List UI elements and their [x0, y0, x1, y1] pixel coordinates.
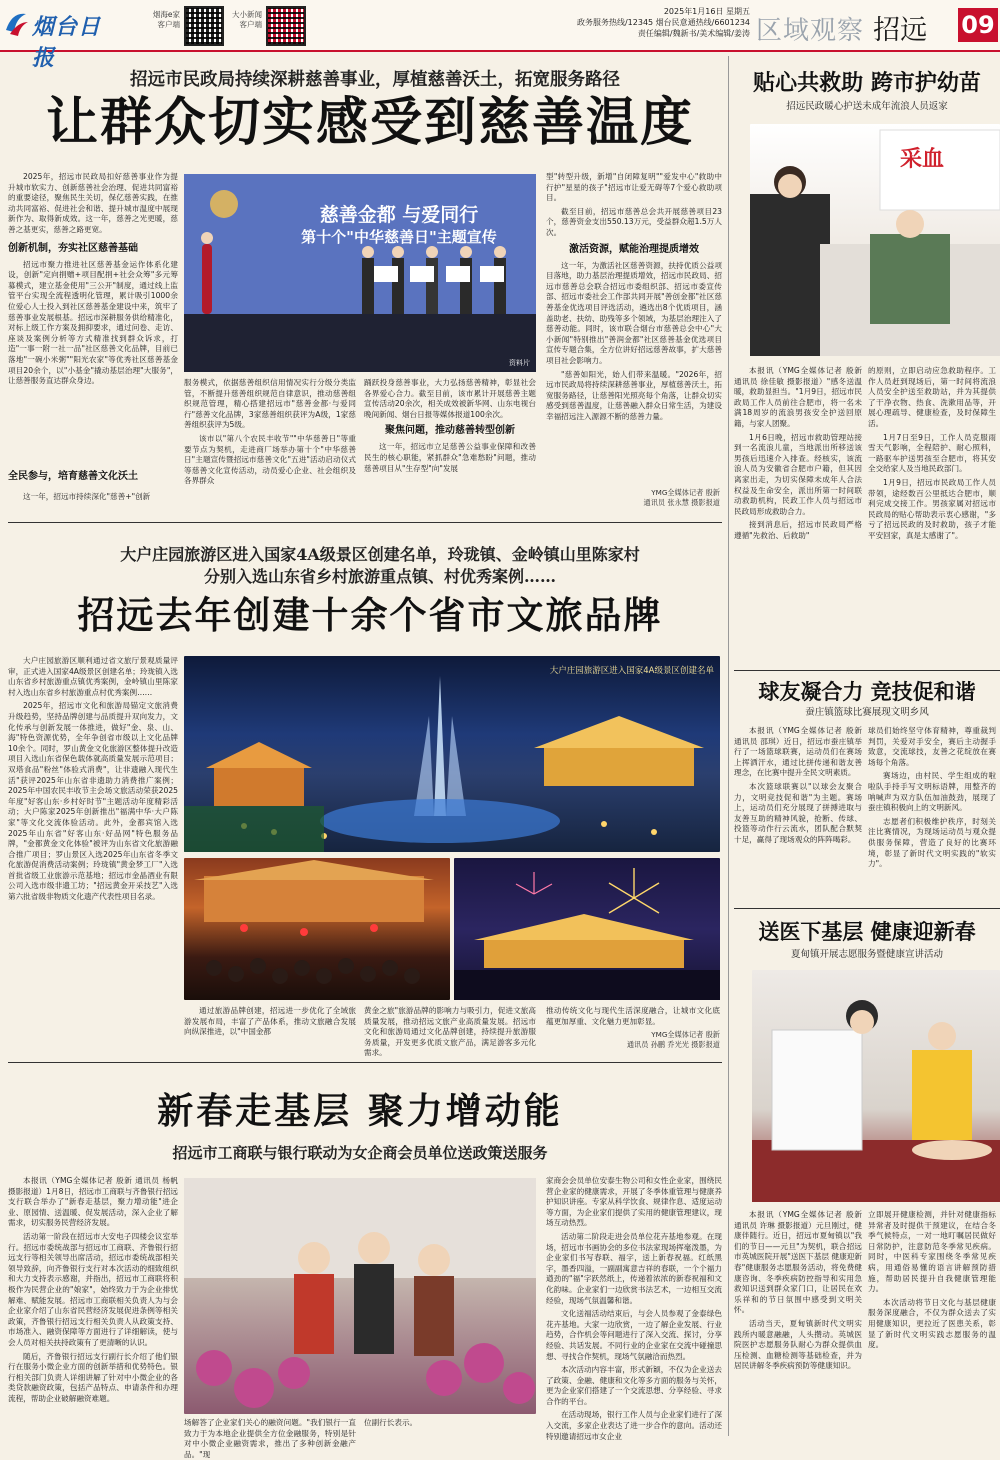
paragraph: 1月6日晚，招远市救助管理站接到一名流浪儿童，当地派出所移送该男孩后迅速介入排查。经核实，该流浪人员为安徽省合肥市户籍，但其因离家出走，为切实保障未成年人合法权益及生命安全，派出所第一时间联动救助机构，民政工作人员与招远市民政局形成救助合力。 [734, 432, 862, 516]
paragraph: 在活动现场，银行工作人员与企业家们进行了深入交流，多家企业表达了进一步合作的意向。活动还特别邀请招远市女企业 [546, 1410, 722, 1441]
story3-subtitle: 招远市工商联与银行联动为女企商会员单位送政策送服务 [172, 1144, 548, 1162]
story2-col1 [8, 656, 178, 1052]
charity-event-photo [184, 174, 536, 372]
paragraph: 活动当天，夏甸镇新时代文明实践所内暖意融融，人头攒动。英城医院医护志愿服务队耐心为群众提供血压检测、血糖检测等基础检查，并为居民讲解冬季疾病预防等健康知识。 [734, 1318, 862, 1371]
paragraph: 赛场边，由村民、学生组成的啦啦队手持手写文明标语牌，用整齐的呐喊声为双方队伍加油鼓劲，展现了蚕庄镇积极向上的文明新风。 [868, 771, 996, 813]
side1-headline: 贴心共救助 跨市护幼苗 [753, 70, 981, 96]
story1-col1 [8, 172, 178, 512]
photo-tag: 大户庄园旅游区进入国家4A级景区创建名单 [549, 666, 714, 676]
paragraph: 活动第一阶段在招远市大安电子四楼会议室举行。招远市委统战部与招远市工商联、齐鲁银行招远支行等相关领导出席活动，招远市委统战部相关领导致辞，向齐鲁银行支行对本次活动的细致组织和大力支持表示感谢，并指出，招远市工商联将积极作为民营企业的"娘家"，始终致力于为企业排忧解难、赋能发展。招远市工商联相关负责人为与会企业家介绍了山东省民营经济发展促进条例等相关政策，齐鲁银行招远支行相关负责人从政策支持、市场准入、融资保障等方面进行了详细解读，使与会人员对相关扶持政策有了更清晰的认识。 [8, 1231, 178, 1347]
subhead: 创新机制，夯实社区慈善基础 [8, 242, 138, 254]
paragraph: 服务模式，依据慈善组织信用情况实行分级分类监管，不断提升慈善组织规范自律意识，推动慈善组织规范管理，精心搭建招远市"慈善金都·与爱同行"慈善文化品牌，3家慈善组织获评为A级，1家慈善组织获评为5级。 [184, 378, 356, 430]
paragraph: 1月9日，招远市民政局工作人员带领，途经数百公里抵达合肥市，顺利完成交接工作。男孩家属对招远市民政局的贴心帮助表示衷心感谢，"多亏了招远民政的及时救助，孩子才能平安回家，真是太感谢了"。 [868, 477, 996, 540]
paragraph: 的原则，立即启动应急救助程序。工作人员赶到现场后，第一时间将流浪人员安全护送至救助站，并为其提供了干净衣物、热食、洗漱用品等，开展心理疏导、健康检查，及时保障生活。 [868, 366, 996, 428]
side1-col1 [734, 366, 862, 666]
paragraph: 立即展开健康检测，并针对健康指标异常者及时提供干预建议，在结合冬季气候特点，一对一地叮嘱居民做好日常防护，注意防范冬季常见疾病。同时，中医科专家围绕冬季常见疾病，用通俗易懂的语言讲解预防措施，帮助居民提升自我健康管理能力。 [868, 1210, 996, 1294]
paragraph: 招远市聚力推进社区慈善基金运作体系化建设，创新"定向捐赠+项目配捐+社会众筹"多元筹募模式，建立基金使用"三公开"制度，通过线上监管平台实现全流程透明化管理，累计吸引1000余位爱心人士投入到社区慈善基金建设中来，筑牢了慈善事业发展根基。招远市深耕服务供给精准化，对标上级工作方案及拥抑要求，通过问卷、走访、座谈及案例分析等方式精准找到群众诉求，打造"一事一附一社一品"社区慈善文化品牌，目前已落地"一碗小米粥""阳光农家"等优秀社区慈善基金项目20余个，以"小基金"撬动基层治理"大服务"，让慈善服务直达群众身边。 [8, 259, 178, 386]
story2-mid-caption-a: 通过旅游品牌创建，招远进一步优化了全域旅游发展布局，丰富了产品体系，推动文旅融合发展向纵深推进，以"中国金都 [184, 1006, 356, 1037]
paragraph: 接到消息后，招远市民政局严格遵循"先救治、后救助" [734, 520, 862, 540]
fireworks-illustration [454, 858, 720, 1000]
side2-col2 [868, 726, 996, 904]
paragraph: 该市以"第八个农民丰收节""中华慈善日"等重要节点为契机，走进商厂场举办第十个"中华慈善日"主题宣传暨招远市慈善文化"五进"活动启动仪式等慈善文化宣传活动，动员爱心企业、社会组织及各界群众 [184, 433, 356, 486]
paragraph: 2025年，招远市民政局扣好慈善事业作为提升城市软实力、创新慈善社会治理、促进共同富裕的重要途径，聚焦民生关切，保亿慈善实践，在推动共同富裕、促进社会和谐、提升城市温度中展现新作为、取得新成效。这一年，慈善之光更暖，慈善之基更实，慈善之路更宽。 [8, 172, 178, 234]
side1-col2 [868, 366, 996, 666]
story2-mid-caption-c: 推动传统文化与现代生活深度融合，让城市文化底蕴更加厚重、文化魅力更加彰显。 [546, 1006, 720, 1026]
park-illustration [184, 656, 720, 852]
side3-col1 [734, 1210, 862, 1438]
paragraph: 本报讯（YMG全媒体记者 殷新 通讯员 许琳 摄影报道）元旦刚过，健康伴随行。近日，招远市夏甸镇以"我们的节日——元旦"为契机，联合招远市英城医院开展"送医下基层 健康迎新春"健康服务志愿服务活动，将免费健康咨询、冬季疾病防控指导和实用急救知识送到群众家门口，让居民在欢乐祥和的节日氛围中感受到文明关怀。 [734, 1210, 862, 1315]
paragraph: 这一年，为激活社区慈善资源，扶持优质公益项目落地，助力基层治理提质增效，招远市民政局、招远市慈善总会联合招远市委组织部、招远市委宣传部、招远市委社会工作部共同开展"善创金都"社区慈善基金优选项目评选活动，遴选出8个优质项目，涵盖助老、扶幼、助残等多个领域，为基层治理注入了慈善动能。同时，该市联合烟台市慈善总会中心"大小新闻"特别推出"善润金都"社区慈善基金优选项目宣传专题合集，全方位讲好招远慈善故事，扩大慈善项目社会影响力。 [546, 260, 722, 365]
paragraph: 本报讯（YMG全媒体记者 殷新 通讯员 邵琪）近日，招远市蚕庄镇举行了一场篮球联赛，运动员们在赛场上挥洒汗水，通过比拼传递和谐友善理念，在比赛中提升全民文明素质。 [734, 726, 862, 778]
qr-code-icon[interactable] [266, 6, 306, 46]
side3-headline: 送医下基层 健康迎新春 [758, 919, 976, 944]
paragraph: 踊跃投身慈善事业，大力弘扬慈善精神，彰显社会各界爱心合力。截至目前，该市累计开展慈善主题宣传活动20余次，相关成效被新华网、山东电视台晚间新闻、烟台日报等媒体报道100余次。 [364, 378, 536, 419]
subhead: 全民参与，培育慈善文化沃土 [8, 471, 138, 482]
cpr-training-photo [752, 970, 1000, 1202]
story1-mid-col-b [364, 378, 536, 514]
paragraph: 文化送福活动结束后，与会人员参观了金泰绿色花卉基地。大家一边欣赏，一边了解企业发展、行业趋势，合作机会等问题进行了深入交流、探讨，分享经验、共话发展。不同行业的企业家在交流中碰撞思想、寻找合作契机，现场气氛融洽而热烈。 [546, 1309, 722, 1361]
story1-headline: 让群众切实感受到慈善温度 [45, 92, 694, 153]
subhead: 激活资源，赋能治理提质增效 [569, 243, 699, 255]
story3-headline: 新春走基层 聚力增动能 [157, 1091, 563, 1132]
paragraph: 2025年，招远市文化和旅游局锚定文旅消费升级趋势，坚持品牌创建与品质提升双向发力，文化传承与创新发展一体推进，做好"金、泉、山、海"特色资源优势，全年争创省市级以上文化品牌10余个。同时，罗山黄金文化旅游区整体提升改造项目入选山东省保色载体就高质量发展示范项目；双塔食品"粉丝"体验式消费"，让非遗融入现代生活"获评2025年山东省非遗助力消费推广案例；2025年中国农民丰收节主会场文旅活动荣获2025年度"好客山东·乡村好时节"主题活动年度精彩活动；大户陈家2025年创新推出"福满中华·大户陈家"等文化交流体验活动。此外，金都宾馆入选2025年山东省"好客山东·好品网"特色服务品牌，"金都黄金文化体验"被评为山东省文化旅游融合推广项目；罗山景区入选2025年山东省冬季文化旅游促消费活动案例；玲珑镇"黄金梦工厂"入选首批省级工业旅游示范基地；招远市金晶酒业有限公司入选市级非遗工坊；"招远黄金开采技艺"入选第六批省级非物质文化遗产代表性项目名录。 [8, 701, 178, 902]
spring-festival-crowd-photo [184, 858, 450, 1000]
paragraph: 大户庄园旅游区顺利通过省文旅厅景观质量评审，正式进入国家4A级景区创建名单；玲珑镇入选山东省乡村旅游重点镇优秀案例，金岭镇山里陈家村入选山东省乡村旅游重点村优秀案例…… [8, 656, 178, 697]
logo-wave-icon [4, 8, 30, 38]
side2-subtitle: 蚕庄镇篮球比赛展现文明乡风 [805, 707, 929, 718]
divider [8, 522, 722, 523]
businesswomen-flowers-photo [184, 1178, 536, 1414]
story1-col1-tail: 这一年，招远市持续深化"慈善+"创新 [23, 492, 151, 501]
photo-caption: 资料片 [509, 359, 530, 367]
story2-mid-caption-b: 黄金之旅"旅游品牌的影响力与吸引力，促进文旅高质量发展，推动招远文旅产业高质量发展。招远市文化和旅游局通过文化品牌创建，持续提升旅游服务质量，开发更多优质文旅产品，满足游客多元化需求。 [364, 1006, 536, 1058]
paragraph: "慈善如阳光，始人们带来温暖。"2026年，招远市民政局将持续深耕慈善事业，厚植慈善沃土，拓宽服务路径，让慈善阳光照亮每个角落，让群众切实感受到慈善温度，让慈善融入群众日常生活，为建设幸福招远注入源源不断的慈善力量。 [546, 369, 722, 421]
newspaper-logo [4, 8, 122, 71]
page-number-badge [958, 8, 998, 42]
story3-col3 [546, 1176, 722, 1441]
crowd-illustration [184, 858, 450, 1000]
side3-col2 [868, 1210, 996, 1438]
qr-code-icon[interactable] [184, 6, 224, 46]
divider [8, 1062, 722, 1063]
side1-subtitle: 招远民政暖心护送未成年流浪人员返家 [786, 101, 948, 112]
blood-donation-photo [750, 124, 1000, 356]
theme-park-night-photo [184, 656, 720, 852]
story2-kicker: 大户庄园旅游区进入国家4A级景区创建名单，玲珑镇、金岭镇山里陈家村 分别入选山东省乡村旅游重点镇、村优秀案例…… [120, 545, 640, 586]
banner-text-1: 慈善金都 与爱同行 [319, 204, 479, 226]
story1-byline: YMG全媒体记者 殷新 通讯员 张永慧 摄影报道 [643, 488, 720, 507]
editors: 责任编辑/魏新书/美术编辑/姜涛 [637, 29, 750, 38]
qr-block-2 [222, 6, 304, 44]
paragraph: 志愿者们积极维护秩序，时刻关注比赛情况，为现场运动员与观众提供服务保障，营造了良好的比赛环境，彰显了新时代文明实践的"软实力"。 [868, 816, 996, 869]
story3-col1 [8, 1176, 178, 1438]
subhead: 聚焦问题，推动慈善转型创新 [385, 425, 515, 437]
svg-text:采血: 采血 [900, 147, 945, 172]
hotline: 政务服务热线/12345 烟台民意通热线/6601234 [576, 18, 750, 27]
qr2-label: 大小新闻 客户端 [232, 10, 262, 29]
section-name: 区域观察 [756, 16, 865, 46]
divider [734, 908, 1000, 909]
paragraph: 型"转型升级，新增"自闭障复明""爱发中心"救助中行护"星星的孩子"招远市让爱无碍等7个爱心救助项目。 [546, 172, 722, 203]
paragraph: 本报讯（YMG全媒体记者 殷新 通讯员 杨帆 摄影报道）1月8日，招远市工商联与齐鲁银行招远支行联合举办了"新春走基层，聚力增动能"进企业、原园情、送温暖、促发展活动，深入企业了解需求，切实服务民营经济发展。 [8, 1176, 178, 1228]
section-title [756, 8, 928, 46]
story1-kicker: 招远市民政局持续深耕慈善事业，厚植慈善沃土，拓宽服务路径 [130, 70, 620, 90]
paragraph: 活动第二阶段走进会员单位花卉基地参观。在现场，招远市书画协会的多位书法家现场挥毫泼墨，为企业家们书写春联、福字，送上新春祝福。红纸黑字，墨香四溢，一副副寓意吉祥的春联，一个个福力遒劲的"福"字跃然纸上，传递着浓浓的新春祝福和文化韵味。企业家们一边欣赏书法艺术，一边相互交流经验，现场气氛温馨和谐。 [546, 1231, 722, 1305]
paragraph: 球员们始终坚守体育精神，尊重裁判判罚，关爱对手安全，赛后主动握手致意，交流球技，友善之花绽放在赛场每个角落。 [868, 726, 996, 767]
masthead [0, 0, 1000, 71]
cpr-illustration [752, 970, 1000, 1202]
paragraph: 1月7日至9日，工作人员克服雨雪天气影响，全程陪护、耐心照料，一路驱车护送男孩至合肥市，将其安全交给家人及当地民政部门。 [868, 432, 996, 474]
story2-headline: 招远去年创建十余个省市文旅品牌 [77, 593, 663, 637]
paragraph: 本次活动将节日文化与基层健康服务深度融合，不仅为群众送去了实用健康知识，更拉近了医患关系，彰显了新时代文明实践志愿服务的温度。 [868, 1297, 996, 1350]
paragraph: 家商会会员单位安泰生物公司和女性企业家，围绕民营企业家的健康需求，开展了冬季体重管理与健康养护知识讲座。专家从科学饮食、规律作息、适度运动等方面，为企业家们提供了实用的健康管理建议，现场互动热烈。 [546, 1176, 722, 1228]
flowers-illustration [184, 1178, 536, 1414]
story2-byline: YMG全媒体记者 殷新 通讯员 孙鹏 乔光光 摄影报道 [626, 1030, 720, 1049]
fireworks-night-photo [454, 858, 720, 1000]
paragraph: 本次篮球联赛以"以球会友聚合力，文明竞技促和谐"为主题。赛场上，运动员们充分展现了拼搏进取与友善互助的精神风貌，抢断、传球、投篮等动作行云流水，团队配合默契十足，赢得了现场观众的阵阵喝彩。 [734, 781, 862, 844]
story3-col2 [184, 1418, 356, 1459]
divider [734, 670, 1000, 671]
qr-block-1 [140, 6, 220, 44]
side3-subtitle: 夏甸镇开展志愿服务暨健康宣讲活动 [790, 949, 943, 960]
paragraph: 随后，齐鲁银行招远支行副行长介绍了他们银行在服务小微企业方面的创新举措和优势特色。银行相关部门负责人详细讲解了针对中小微企业的各类贷款融资政策，包括产品特点、申请条件和办理流程，帮助企业破解融资难题。 [8, 1351, 178, 1403]
paragraph: 本次活动内容丰富，形式新颖，不仅为企业送去了政策、金融、健康和文化等多方面的服务与关怀，更为企业家们搭建了一个交流思想、分享经验、寻求合作的平台。 [546, 1365, 722, 1406]
masthead-info [530, 6, 750, 39]
qr1-label: 烟海e家 客户端 [152, 10, 180, 29]
sidebar-divider [728, 56, 729, 1436]
story3-col2b: 位副行长表示。 [364, 1418, 418, 1427]
paragraph: 场解答了企业家们关心的融资问题。"我们银行一直致力于为本地企业提供全方位金融服务，特别是针对中小微企业融资需求，推出了多种创新金融产品。"现 [184, 1418, 356, 1459]
blood-station-illustration [750, 124, 1000, 356]
story1-mid-col-a [184, 378, 356, 514]
paragraph: 这一年，招远市立足慈善公益事业保障和改善民生的核心职能，紧抓群众"急难愁盼"问题，推动慈善项目从"生存型"向"发展 [364, 442, 536, 473]
side2-headline: 球友凝合力 竞技促和谐 [758, 679, 976, 704]
story1-col3 [546, 172, 722, 492]
logo-text: 烟台日报 [32, 14, 102, 71]
paragraph: 本报讯（YMG全媒体记者 殷新 通讯员 徐佳敏 摄影报道）"感冬送温暖，救助显担当。"1月9日，招远市民政局工作人员前往合肥市，将一名未满18周岁的流浪男孩安全护送回原籍，与家人团聚。 [734, 366, 862, 428]
side2-col1 [734, 726, 862, 904]
paragraph: 截至目前，招远市慈善总会共开展慈善项目23个，慈善资金支出550.13万元，受益群众超1.5万人次。 [546, 206, 722, 237]
section-region: 招远 [873, 15, 928, 46]
issue-date: 2025年1月16日 星期五 [663, 7, 750, 16]
page-number: 09 [961, 11, 995, 39]
banner-text-2: 第十个"中华慈善日"主题宣传 [301, 228, 497, 246]
